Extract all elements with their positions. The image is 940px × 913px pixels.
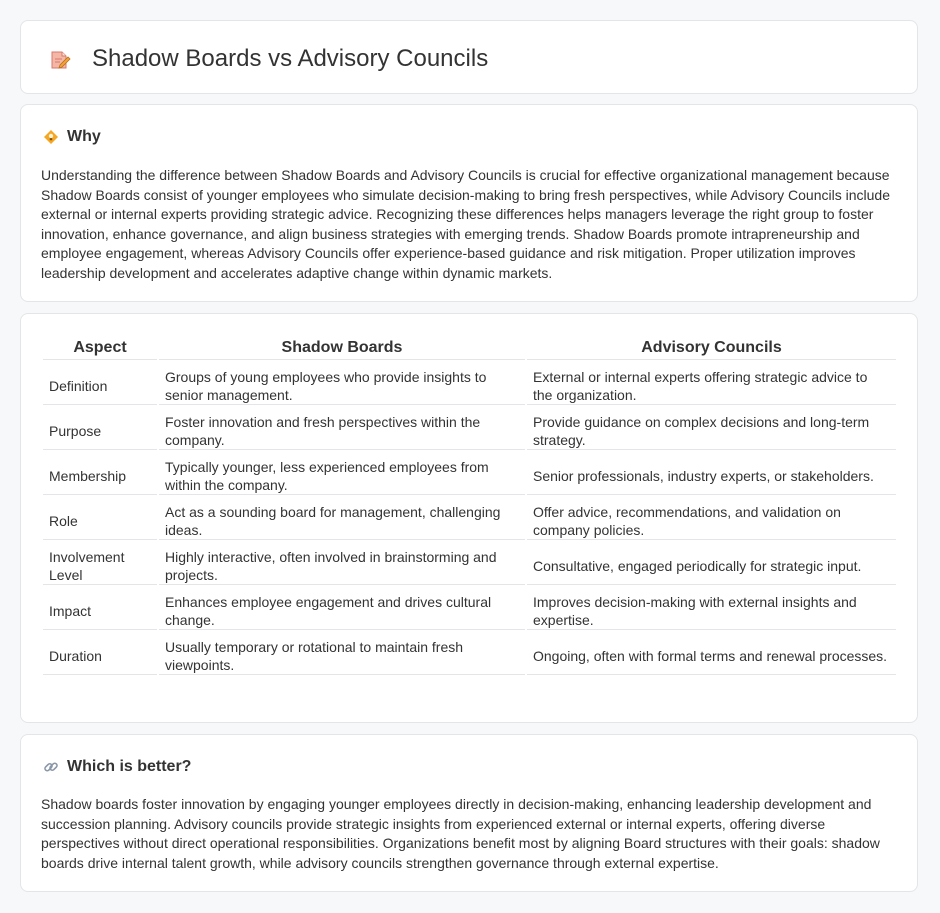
which-is-better-heading — [43, 757, 191, 777]
shadow-boards-cell: Act as a sounding board for management, challenging ideas. — [159, 497, 525, 540]
why-heading — [43, 127, 101, 147]
table-row — [43, 497, 896, 540]
aspect-cell: Involvement Level — [43, 542, 157, 585]
aspect-cell: Definition — [43, 362, 157, 405]
shadow-boards-cell: Typically younger, less experienced employees from within the company. — [159, 452, 525, 495]
page-title: Shadow Boards vs Advisory Councils — [92, 45, 489, 72]
aspect-cell: Membership — [43, 452, 157, 495]
shadow-boards-cell: Usually temporary or rotational to maintain fresh viewpoints. — [159, 632, 525, 675]
shadow-boards-cell: Foster innovation and fresh perspectives within the company. — [159, 407, 525, 450]
why-section — [20, 104, 918, 302]
table-row — [43, 542, 896, 585]
advisory-councils-cell: Consultative, engaged periodically for strategic input. — [527, 542, 896, 585]
aspect-cell: Impact — [43, 587, 157, 630]
table-row — [43, 362, 896, 405]
advisory-councils-cell: External or internal experts offering strategic advice to the organization. — [527, 362, 896, 405]
table-row — [43, 632, 896, 675]
lightbulb-icon — [43, 129, 59, 145]
comparison-table — [41, 334, 898, 677]
shadow-boards-cell: Enhances employee engagement and drives cultural change. — [159, 587, 525, 630]
table-row — [43, 587, 896, 630]
advisory-councils-cell: Ongoing, often with formal terms and renewal processes. — [527, 632, 896, 675]
shadow-boards-cell: Groups of young employees who provide insights to senior management. — [159, 362, 525, 405]
document-pencil-icon — [49, 49, 71, 71]
which-is-better-body: Shadow boards foster innovation by engaging younger employees directly in decision-making, enhancing leadership development and succession planning. Advisory councils provide strategic insights from experienced external or internal experts, offering diverse perspectives without direct operational responsibilities. Organizations benefit most by aligning Board structures with their goals: shadow boards drive internal talent growth, while advisory councils strengthen governance through external expertise. — [41, 796, 880, 871]
which-is-better-title: Which is better? — [67, 758, 192, 775]
comparison-section — [20, 313, 918, 723]
which-is-better-section — [20, 734, 918, 892]
shadow-boards-cell: Highly interactive, often involved in brainstorming and projects. — [159, 542, 525, 585]
advisory-councils-cell: Senior professionals, industry experts, or stakeholders. — [527, 452, 896, 495]
table-row — [43, 407, 896, 450]
column-header-advisory-councils: Advisory Councils — [527, 336, 896, 360]
aspect-cell: Role — [43, 497, 157, 540]
header-card — [20, 20, 918, 94]
advisory-councils-cell: Improves decision-making with external insights and expertise. — [527, 587, 896, 630]
table-row — [43, 452, 896, 495]
advisory-councils-cell: Offer advice, recommendations, and validation on company policies. — [527, 497, 896, 540]
advisory-councils-cell: Provide guidance on complex decisions and long-term strategy. — [527, 407, 896, 450]
why-body: Understanding the difference between Shadow Boards and Advisory Councils is crucial for effective organizational management because Shadow Boards consist of younger employees who simulate decision-making to bring fresh perspectives, while Advisory Councils include external or internal experts providing strategic advice. Recognizing these differences helps managers leverage the right group to foster innovation, enhance governance, and align business strategies with emerging trends. Shadow Boards promote intrapreneurship and employee engagement, whereas Advisory Councils offer experience-based guidance and risk mitigation. Proper utilization improves leadership development and accelerates adaptive change within dynamic markets. — [41, 167, 890, 281]
column-header-shadow-boards: Shadow Boards — [159, 336, 525, 360]
table-header-row — [43, 336, 896, 360]
aspect-cell: Duration — [43, 632, 157, 675]
column-header-aspect: Aspect — [43, 336, 157, 360]
aspect-cell: Purpose — [43, 407, 157, 450]
why-title: Why — [67, 128, 101, 145]
link-icon — [43, 759, 59, 775]
